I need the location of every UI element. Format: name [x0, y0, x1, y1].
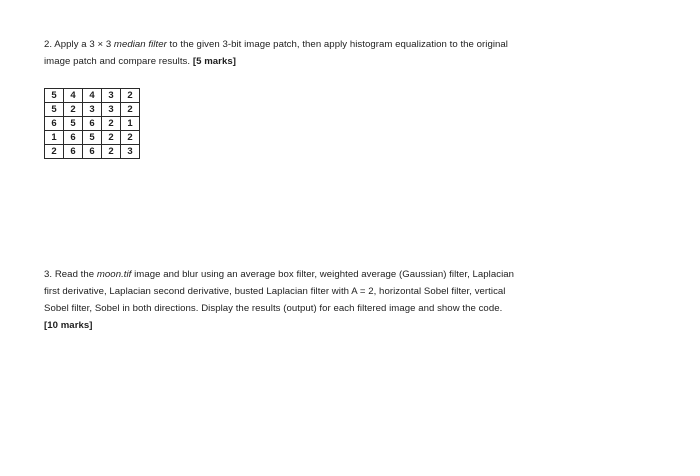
image-patch-cell: 3 — [102, 103, 121, 117]
image-patch-cell: 2 — [45, 145, 64, 159]
question-2-line-2-text: image patch and compare results. — [44, 56, 193, 67]
image-patch-row — [45, 103, 140, 117]
image-patch-cell: 2 — [121, 131, 140, 145]
image-patch-cell: 3 — [102, 89, 121, 103]
image-patch-row — [45, 145, 140, 159]
question-2-marks: [5 marks] — [192, 56, 236, 67]
image-patch-cell: 4 — [64, 89, 83, 103]
image-patch-cell: 2 — [64, 103, 83, 117]
image-patch-cell: 3 — [121, 145, 140, 159]
question-3-marks: [10 marks] — [44, 320, 93, 331]
question-3-filename: moon.tif — [96, 269, 132, 280]
question-3-line-2: first derivative, Laplacian second derivative, busted Laplacian filter with A = 2, horizontal Sobel filter, vertical — [44, 286, 506, 297]
image-patch-cell: 2 — [102, 131, 121, 145]
image-patch-cell: 5 — [83, 131, 102, 145]
question-2-median-filter-term: median filter — [113, 39, 167, 50]
question-2-text-b: to the given 3-bit image patch, then apply histogram equalization to the original — [166, 39, 508, 50]
image-patch-row — [45, 117, 140, 131]
image-patch-cell: 5 — [64, 117, 83, 131]
question-3-line-1 — [44, 266, 664, 283]
image-patch-cell: 6 — [64, 145, 83, 159]
image-patch-cell: 6 — [83, 117, 102, 131]
image-patch-cell: 3 — [83, 103, 102, 117]
image-patch-row — [45, 131, 140, 145]
question-2 — [44, 36, 664, 70]
image-patch-cell: 2 — [121, 103, 140, 117]
image-patch-cell: 6 — [83, 145, 102, 159]
image-patch-cell: 5 — [45, 89, 64, 103]
question-2-text-a: 2. Apply a 3 × 3 — [44, 39, 114, 50]
image-patch-row — [45, 89, 140, 103]
question-3-text-a: 3. Read the — [44, 269, 97, 280]
image-patch-cell: 1 — [121, 117, 140, 131]
image-patch-cell: 2 — [102, 145, 121, 159]
image-patch-cell: 1 — [45, 131, 64, 145]
question-2-line-2 — [44, 53, 664, 70]
question-3-text-b: image and blur using an average box filter, weighted average (Gaussian) filter, Laplacian — [131, 269, 515, 280]
image-patch-body — [45, 89, 140, 159]
question-2-line-1 — [44, 36, 664, 53]
question-3 — [44, 266, 664, 334]
question-3-line-3: Sobel filter, Sobel in both directions. Display the results (output) for each filtered image and show the code. — [44, 303, 503, 314]
image-patch-cell: 2 — [102, 117, 121, 131]
image-patch-cell: 5 — [45, 103, 64, 117]
image-patch-cell: 6 — [45, 117, 64, 131]
image-patch-table — [44, 88, 140, 159]
image-patch-cell: 2 — [121, 89, 140, 103]
image-patch-cell: 4 — [83, 89, 102, 103]
image-patch-cell: 6 — [64, 131, 83, 145]
